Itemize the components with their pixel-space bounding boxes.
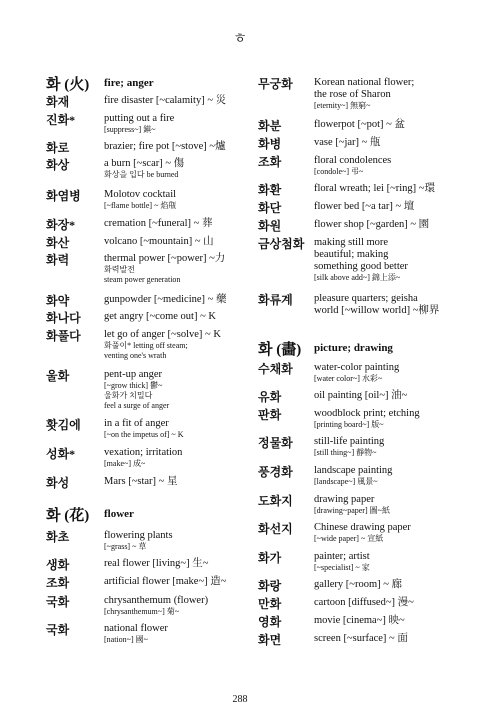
headword: 화병	[258, 137, 282, 151]
definition-line: floral wreath; lei [~ring] ~環	[314, 183, 435, 194]
definition-line: vase [~jar] ~ 甁	[314, 137, 381, 148]
definition	[314, 465, 456, 487]
definition	[104, 218, 246, 230]
headword: 화원	[258, 219, 282, 233]
headword: 화약	[46, 294, 70, 308]
definition-line: [eternity~] 無窮~	[314, 101, 371, 110]
definition-line: volcano [~mountain] ~ 山	[104, 236, 214, 247]
definition-line: [nation~] 國~	[104, 635, 148, 644]
definition	[104, 530, 246, 552]
definition-line: 울화가 치밀다	[104, 391, 153, 400]
definition	[104, 418, 246, 440]
headword: 화가	[258, 551, 282, 565]
headword: 영화	[258, 615, 282, 629]
definition	[104, 253, 246, 285]
definition-line: world [~willow world] ~柳界	[314, 305, 440, 316]
definition	[104, 189, 246, 211]
headword: 금상첨화	[258, 237, 305, 251]
definition	[104, 141, 246, 153]
definition	[104, 311, 246, 323]
definition-line: pent-up anger	[104, 369, 163, 380]
definition-line: water-color painting	[314, 362, 400, 373]
definition-line: painter; artist	[314, 551, 370, 562]
definition	[104, 447, 246, 469]
definition-line: [suppress~] 鎭~	[104, 125, 156, 134]
definition	[104, 236, 246, 248]
definition-line: putting out a fire	[104, 113, 175, 124]
definition	[314, 522, 456, 544]
definition-line: screen [~surface] ~ 面	[314, 633, 408, 644]
definition-line: cartoon [diffused~] 漫~	[314, 597, 414, 608]
definition-line: [make~] 成~	[104, 459, 146, 468]
definition-line: [condole~] 弔~	[314, 167, 364, 176]
headword: 화상	[46, 158, 70, 172]
definition-line: [~grow thick] 鬱~	[104, 381, 163, 390]
definition-line: [~wide paper] ~ 宣紙	[314, 534, 384, 543]
headword: 수채화	[258, 362, 293, 376]
definition	[314, 137, 456, 149]
definition-line: something good better	[314, 261, 408, 272]
headword: 유화	[258, 390, 282, 404]
definition	[314, 362, 456, 384]
definition-line: [still thing~] 靜物~	[314, 448, 377, 457]
headword: 판화	[258, 408, 282, 422]
definition-line: drawing paper	[314, 494, 375, 505]
definition-line: [silk above add~] 錦上添~	[314, 273, 401, 282]
definition	[104, 369, 246, 411]
definition-line: 화상을 입다 be burned	[104, 170, 179, 179]
definition-line: let go of anger [~solve] ~ K	[104, 329, 221, 340]
definition-line: steam power generation	[104, 275, 181, 284]
headword: 화 (畵)	[258, 342, 302, 358]
headword: 성화*	[46, 447, 76, 461]
definition-line: Molotov cocktail	[104, 189, 177, 200]
definition-line: a burn [~scar] ~ 傷	[104, 158, 185, 169]
definition-line: get angry [~come out] ~ K	[104, 311, 216, 322]
definition	[314, 342, 456, 354]
definition	[104, 294, 246, 306]
definition-line: flower	[104, 508, 134, 520]
headword: 조화	[46, 576, 70, 590]
headword: 화단	[258, 201, 282, 215]
definition-line: cremation [~funeral] ~ 葬	[104, 218, 213, 229]
headword: 화성	[46, 476, 70, 490]
headword: 화류계	[258, 293, 293, 307]
headword: 화선지	[258, 522, 293, 536]
definition-line: [~grass] ~ 草	[104, 542, 147, 551]
definition-line: oil painting [oil~] 油~	[314, 390, 408, 401]
headword: 조화	[258, 155, 282, 169]
headword: 만화	[258, 597, 282, 611]
definition	[314, 597, 456, 609]
definition-line: venting one's wrath	[104, 351, 167, 360]
definition	[104, 558, 246, 570]
definition	[104, 158, 246, 180]
definition	[314, 119, 456, 131]
headword: 화력	[46, 253, 70, 267]
definition	[314, 201, 456, 213]
definition	[104, 576, 246, 588]
definition-line: flowering plants	[104, 530, 173, 541]
definition	[314, 237, 456, 283]
definition	[314, 219, 456, 231]
definition-line: flower shop [~garden] ~ 園	[314, 219, 430, 230]
headword: 화 (火)	[46, 77, 90, 93]
definition-line: flowerpot [~pot] ~ 盆	[314, 119, 405, 130]
definition	[314, 633, 456, 645]
definition	[104, 95, 246, 107]
definition-line: Korean national flower;	[314, 77, 415, 88]
headword: 화풀다	[46, 329, 81, 343]
definition-line: Mars [~star] ~ 星	[104, 476, 178, 487]
definition	[314, 551, 456, 573]
headword: 화장*	[46, 218, 76, 232]
definition-line: beautiful; making	[314, 249, 389, 260]
definition	[314, 293, 456, 317]
definition-line: 화풀이* letting off steam;	[104, 341, 188, 350]
headword: 진화*	[46, 113, 76, 127]
definition-line: [chrysanthemum~] 菊~	[104, 607, 180, 616]
definition	[314, 183, 456, 195]
definition-line: flower bed [~a tar] ~ 壇	[314, 201, 415, 212]
definition-line: [printing board~] 版~	[314, 420, 384, 429]
definition-line: [~on the impetus of] ~ K	[104, 430, 184, 439]
definition-line: [~specialist] ~ 家	[314, 563, 370, 572]
definition	[314, 77, 456, 111]
definition	[104, 623, 246, 645]
headword: 무궁화	[258, 77, 293, 91]
definition-line: fire; anger	[104, 77, 154, 89]
definition	[314, 615, 456, 627]
definition-line: Chinese drawing paper	[314, 522, 411, 533]
definition	[104, 476, 246, 488]
headword: 홧김에	[46, 418, 81, 432]
headword: 화산	[46, 236, 70, 250]
definition-line: gunpowder [~medicine] ~ 藥	[104, 294, 227, 305]
headword: 생화	[46, 558, 70, 572]
headword: 화염병	[46, 189, 81, 203]
definition	[104, 595, 246, 617]
definition	[104, 113, 246, 135]
definition-line: landscape painting	[314, 465, 393, 476]
definition	[314, 579, 456, 591]
headword: 화랑	[258, 579, 282, 593]
headword: 도화지	[258, 494, 293, 508]
definition-line: pleasure quarters; geisha	[314, 293, 418, 304]
headword: 풍경화	[258, 465, 293, 479]
page-header: ㅎ	[233, 32, 247, 47]
headword: 국화	[46, 595, 70, 609]
definition	[104, 77, 246, 89]
definition-line: picture; drawing	[314, 342, 393, 354]
definition	[314, 494, 456, 516]
definition-line: national flower	[104, 623, 168, 634]
definition-line: 화력발전	[104, 265, 135, 274]
definition	[104, 329, 246, 361]
headword: 화재	[46, 95, 70, 109]
definition-line: the rose of Sharon	[314, 89, 391, 100]
definition-line: making still more	[314, 237, 389, 248]
definition-line: in a fit of anger	[104, 418, 169, 429]
definition-line: [~flame bottle] ~ 焰甁	[104, 201, 177, 210]
definition-line: [landscape~] 風景~	[314, 477, 378, 486]
headword: 화면	[258, 633, 282, 647]
definition-line: artificial flower [make~] 造~	[104, 576, 227, 587]
definition	[314, 408, 456, 430]
headword: 국화	[46, 623, 70, 637]
headword: 정물화	[258, 436, 293, 450]
definition-line: movie [cinema~] 映~	[314, 615, 405, 626]
definition-line: feel a surge of anger	[104, 401, 170, 410]
page-number: 288	[232, 694, 248, 705]
definition-line: fire disaster [~calamity] ~ 災	[104, 95, 227, 106]
definition	[314, 390, 456, 402]
definition-line: brazier; fire pot [~stove] ~爐	[104, 141, 226, 152]
definition-line: thermal power [~power] ~力	[104, 253, 226, 264]
definition-line: vexation; irritation	[104, 447, 183, 458]
headword: 울화	[46, 369, 70, 383]
headword: 화 (花)	[46, 508, 90, 524]
definition	[314, 155, 456, 177]
definition-line: woodblock print; etching	[314, 408, 420, 419]
headword: 화초	[46, 530, 70, 544]
headword: 화나다	[46, 311, 81, 325]
definition-line: gallery [~room] ~ 廊	[314, 579, 403, 590]
headword: 화분	[258, 119, 282, 133]
headword: 화로	[46, 141, 70, 155]
definition-line: chrysanthemum (flower)	[104, 595, 209, 606]
definition-line: real flower [living~] 生~	[104, 558, 209, 569]
definition-line: still-life painting	[314, 436, 385, 447]
definition	[314, 436, 456, 458]
definition-line: [drawing~paper] 圖~紙	[314, 506, 390, 515]
definition-line: [water color~] 水彩~	[314, 374, 383, 383]
definition	[104, 508, 246, 520]
headword: 화환	[258, 183, 282, 197]
definition-line: floral condolences	[314, 155, 392, 166]
